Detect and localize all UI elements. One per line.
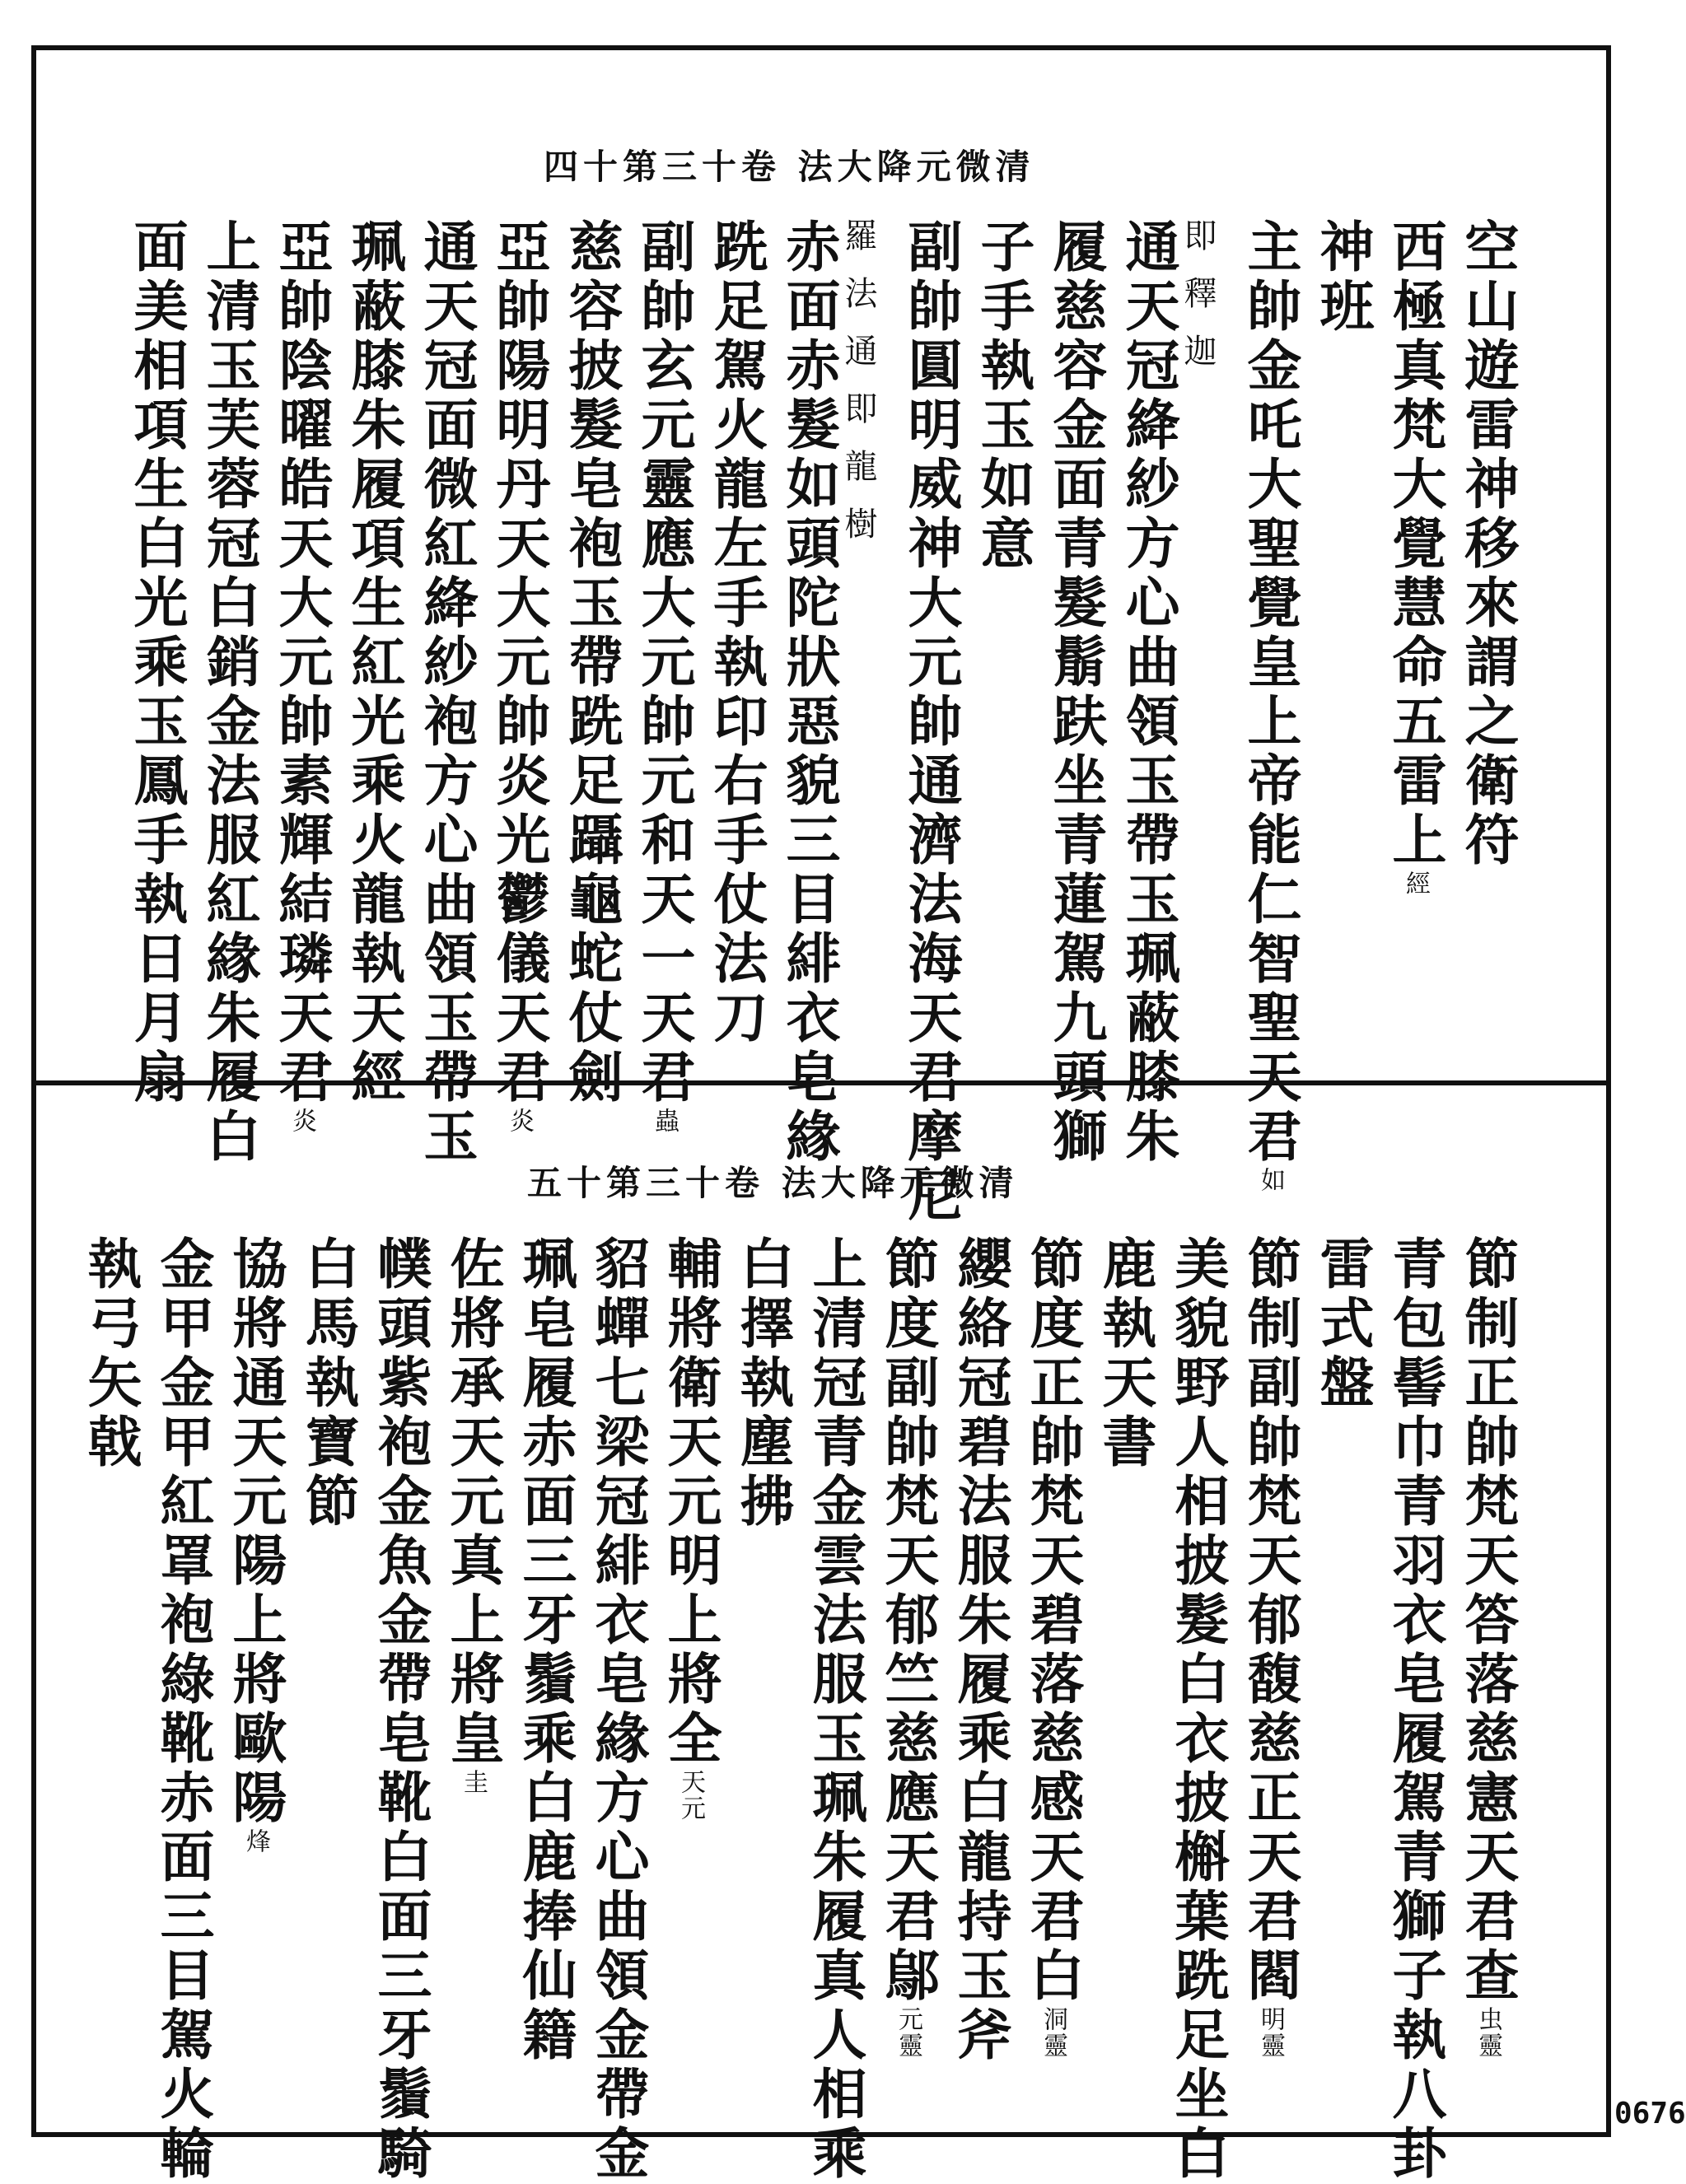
annotation-note: 羅法通即龍樹 <box>839 218 877 564</box>
annotation-note: 洞靈 <box>1039 2006 1067 2059</box>
column-text: 雷式盤 <box>1310 1235 1375 1413</box>
column-text: 通天冠絳紗方心曲領玉帶玉珮蔽膝朱 <box>1116 218 1180 1167</box>
text-column <box>1234 218 1306 1193</box>
text-column <box>120 218 193 1108</box>
column-text: 金甲金甲紅罩袍綠靴赤面三目駕火輪 <box>151 1235 215 2184</box>
column-text: 節制副帥梵天郁馥慈正天君閻 <box>1238 1235 1302 2006</box>
text-column <box>1379 218 1451 1058</box>
column-text: 協將通天元陽上將歐陽 <box>223 1235 287 1828</box>
column-text: 神班 <box>1310 218 1375 337</box>
column-text: 纓絡冠碧法服朱履乘白龍持玉斧 <box>948 1235 1012 2065</box>
text-column <box>1306 1235 1379 2092</box>
text-column <box>1039 218 1112 1167</box>
text-column <box>1379 1235 1451 2184</box>
column-text: 跣足駕火龍左手執印右手仗法刀 <box>704 218 768 1048</box>
text-column <box>944 1235 1016 2092</box>
column-text: 主帥金吒大聖覺皇上帝能仁智聖天君 <box>1238 218 1302 1167</box>
text-column <box>1306 218 1379 1058</box>
text-column <box>437 1235 509 2092</box>
column-text: 子手執玉如意 <box>971 218 1035 574</box>
annotation-note: 明靈 <box>1256 2006 1285 2059</box>
text-column <box>147 1235 219 2184</box>
column-text: 上清冠青金雲法服玉珮朱履真人相乘 <box>803 1235 867 2184</box>
column-text: 幞頭紫袍金魚金帶皂靴白面三牙鬚騎 <box>368 1235 432 2184</box>
text-column <box>483 218 555 1134</box>
column-text: 亞帥陰曜皓天大元帥素輝結璘天君 <box>269 218 334 1108</box>
column-text: 赤面赤髮如頭陀狀惡貌三目緋衣皂緣 <box>777 218 841 1167</box>
text-column <box>509 1235 581 2092</box>
running-head-bottom: 清微元降大法 卷十三第十五 <box>527 1163 1019 1203</box>
text-column <box>1451 218 1524 1058</box>
text-column <box>1089 1235 1161 2092</box>
column-text: 佐將承天元真上將皇 <box>441 1235 505 1769</box>
bottom-text-block <box>74 1235 1524 2184</box>
column-text: 美貌野人相披髮白衣披槲葉跣足坐白 <box>1165 1235 1230 2184</box>
text-column <box>894 218 967 1226</box>
annotation-note: 圭 <box>459 1769 488 1795</box>
text-column <box>338 218 410 1108</box>
annotation-note: 蟲 <box>650 1108 679 1134</box>
column-text: 副帥玄元靈應大元帥元和天一天君 <box>632 218 696 1108</box>
text-column <box>967 218 1039 1058</box>
text-column <box>1016 1235 1089 2092</box>
text-column <box>555 218 628 1108</box>
column-text: 履慈容金面青髮鬅趺坐青蓮駕九頭獅 <box>1044 218 1108 1167</box>
annotation-note: 炎 <box>287 1108 316 1134</box>
annotation-note: 天元 <box>676 1769 705 1822</box>
annotation-note: 經 <box>1401 870 1430 897</box>
page-number: 0676 <box>1614 2097 1686 2130</box>
column-text: 空山遊雷神移來謂之衛符 <box>1455 218 1520 870</box>
text-column <box>628 218 700 1134</box>
text-column <box>1451 1235 1524 2092</box>
column-text: 通天冠面微紅絳紗袍方心曲領玉帶玉 <box>414 218 479 1167</box>
text-column <box>74 1235 147 2092</box>
text-column <box>265 218 338 1134</box>
column-text: 珮皂履赤面三牙鬚乘白鹿捧仙籍 <box>513 1235 577 2065</box>
column-text: 鹿執天書 <box>1093 1235 1157 1472</box>
column-text: 節度副帥梵天郁竺慈應天君鄔 <box>876 1235 940 2006</box>
text-column <box>799 1235 871 2184</box>
annotation-note: 虫靈 <box>1473 2006 1502 2059</box>
text-column <box>726 1235 799 2092</box>
text-column <box>219 1235 292 2092</box>
column-text: 上清玉芙蓉冠白銷金法服紅緣朱履白 <box>197 218 261 1167</box>
column-text: 節度正帥梵天碧落慈感天君白 <box>1020 1235 1085 2006</box>
text-column <box>700 218 773 1058</box>
column-text: 青包髻巾青羽衣皂履駕青獅子執八卦 <box>1383 1235 1447 2184</box>
annotation-note: 即釋迦 <box>1179 218 1217 391</box>
column-text: 節制正帥梵天答落慈憲天君查 <box>1455 1235 1520 2006</box>
annotation-note: 炎 <box>505 1108 534 1134</box>
column-text: 白擇執塵拂 <box>731 1235 795 1532</box>
text-column <box>1179 218 1234 1058</box>
column-text: 西極真梵大覺慧命五雷上 <box>1383 218 1447 870</box>
text-column <box>581 1235 654 2184</box>
text-column <box>871 1235 944 2092</box>
text-column <box>654 1235 726 2092</box>
column-text: 亞帥陽明丹天大元帥炎光鬱儀天君 <box>487 218 551 1108</box>
column-text: 副帥圓明威神大元帥通濟法海天君摩尼 <box>899 218 963 1226</box>
column-text: 珮蔽膝朱履項生紅光乘火龍執天經 <box>342 218 406 1108</box>
column-text: 慈容披髮皂袍玉帶跣足躡龜蛇仗劍 <box>559 218 623 1108</box>
text-column <box>839 218 894 1058</box>
column-text: 執弓矢戟 <box>78 1235 142 1472</box>
annotation-note: 烽 <box>241 1828 270 1855</box>
text-column <box>193 218 265 1167</box>
column-text: 面美相項生白光乘玉鳳手執日月扇 <box>124 218 189 1108</box>
running-head-top: 清微元降大法 卷十三第十四 <box>544 147 1035 187</box>
column-text: 貂蟬七梁冠緋衣皂緣方心曲領金帶金 <box>586 1235 650 2184</box>
annotation-note: 如 <box>1256 1167 1285 1193</box>
text-column <box>364 1235 437 2184</box>
text-column <box>292 1235 364 2092</box>
column-text: 白馬執寶節 <box>296 1235 360 1532</box>
annotation-note: 元靈 <box>894 2006 922 2059</box>
text-column <box>1234 1235 1306 2092</box>
text-column <box>1161 1235 1234 2184</box>
text-column <box>410 218 483 1167</box>
column-text: 輔將衛天元明上將全 <box>658 1235 722 1769</box>
